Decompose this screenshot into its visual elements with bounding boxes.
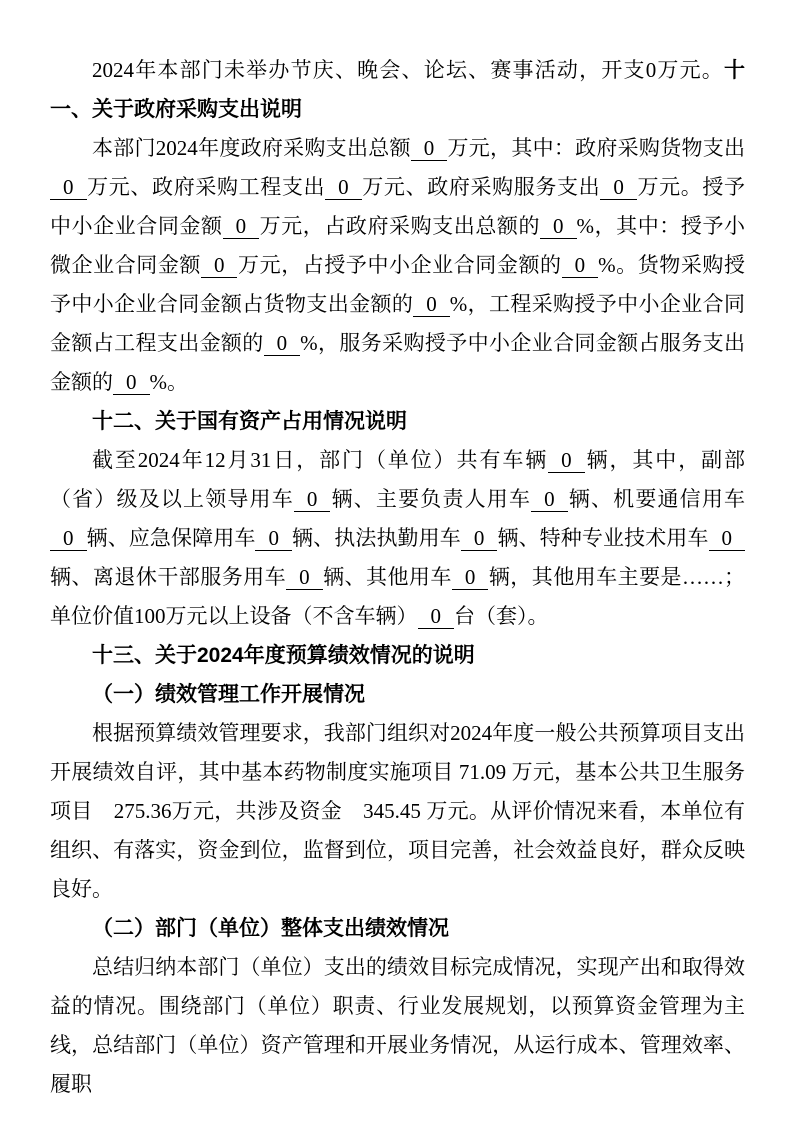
blank-underline-value: 0 (461, 526, 498, 551)
text-segment: %。货物采购授予中小企业合同金额占货物支出金额的 (50, 253, 746, 316)
text-segment: 总结归纳本部门（单位）支出的绩效目标完成情况，实现产出和取得效益的情况。围绕部门（单位）职责、行业发展规划，以预算资金管理为主线，总结部门（单位）资产管理和开展业务情况，从运行成本、管理效率、履职 (50, 955, 745, 1096)
heading-13-2-overall-expenditure-performance (50, 909, 745, 948)
text-segment: 十三、关于2024年度预算绩效情况的说明 (92, 644, 475, 667)
blank-underline-value: 0 (413, 292, 450, 317)
blank-underline-value: 0 (264, 331, 301, 356)
text-segment: 本部门2024年度政府采购支出总额 (92, 136, 411, 160)
text-segment: 辆、离退休干部服务用车 (50, 565, 287, 589)
text-segment: 辆、应急保障用车 (86, 526, 256, 550)
blank-underline-value: 0 (562, 253, 599, 278)
text-segment: 辆、主要负责人用车 (330, 487, 532, 511)
text-segment: 辆，其他用车主要是……；单位价值100万元以上设备（不含车辆） (50, 565, 746, 628)
paragraph-performance-self-evaluation (50, 714, 745, 909)
text-segment: 根据预算绩效管理要求，我部门组织对2024年度一般公共预算项目支出开展绩效自评，其中基本药物制度实施项目 71.09 万元，基本公共卫生服务项目 275.36万元，共涉及资金 345.45 万元。从评价情况来看，本单位有组织、有落实，资金到位，监督到位，项目完善，社会效益良好，群众反映良好。 (50, 721, 745, 901)
text-segment: 2024年本部门未举办节庆、晚会、论坛、赛事活动，开支0万元。 (92, 58, 724, 82)
text-segment: 十二、关于国有资产占用情况说明 (92, 410, 407, 433)
text-segment: （一）绩效管理工作开展情况 (92, 682, 365, 706)
heading-12-state-owned-assets (50, 402, 745, 441)
text-segment: %，工程采购授予中小企业合同金额占工程支出金额的 (50, 292, 745, 355)
blank-underline-value: 0 (50, 526, 87, 551)
blank-underline-value: 0 (113, 370, 150, 395)
blank-underline-value: 0 (411, 136, 448, 161)
paragraph-vehicles-and-equipment (50, 441, 745, 636)
blank-underline-value: 0 (286, 565, 323, 590)
text-segment: 辆、执法执勤用车 (291, 526, 461, 550)
text-segment: 辆，其中，副部（省）级及以上领导用车 (50, 448, 745, 511)
text-segment: %。 (149, 370, 188, 394)
blank-underline-value: 0 (255, 526, 292, 551)
text-segment: 辆、特种专业技术用车 (497, 526, 709, 550)
text-segment: 万元。授予中小企业合同金额 (50, 175, 746, 238)
blank-underline-value: 0 (452, 565, 489, 590)
heading-13-1-performance-management (50, 675, 745, 714)
text-segment: 台（套）。 (454, 604, 549, 628)
blank-underline-value: 0 (709, 526, 746, 551)
text-segment: 万元，其中：政府采购货物支出 (447, 136, 745, 160)
blank-underline-value: 0 (294, 487, 331, 512)
text-segment: 万元，占政府采购支出总额的 (259, 214, 541, 238)
blank-underline-value: 0 (548, 448, 585, 473)
blank-underline-value: 0 (201, 253, 238, 278)
blank-underline-value: 0 (600, 175, 637, 200)
blank-underline-value: 0 (325, 175, 362, 200)
paragraph-government-procurement (50, 129, 745, 402)
paragraph-festival-expense-and-heading-11 (50, 51, 745, 129)
paragraph-overall-performance-summary (50, 948, 745, 1104)
heading-13-budget-performance (50, 636, 745, 675)
text-segment: 辆、机要通信用车 (567, 487, 746, 511)
text-segment: %，其中：授予小微企业合同金额 (50, 214, 746, 277)
blank-underline-value: 0 (50, 175, 87, 200)
text-segment: 万元、政府采购服务支出 (361, 175, 601, 199)
text-segment: 十一、关于政府采购支出说明 (50, 59, 745, 121)
blank-underline-value: 0 (418, 604, 455, 629)
blank-underline-value: 0 (223, 214, 260, 239)
blank-underline-value: 0 (531, 487, 568, 512)
document-body (50, 51, 745, 1104)
text-segment: 辆、其他用车 (322, 565, 452, 589)
text-segment: 万元，占授予中小企业合同金额的 (237, 253, 562, 277)
text-segment: 截至2024年12月31日，部门（单位）共有车辆 (92, 448, 549, 472)
blank-underline-value: 0 (540, 214, 577, 239)
text-segment: 万元、政府采购工程支出 (86, 175, 326, 199)
text-segment: %，服务采购授予中小企业合同金额占服务支出金额的 (50, 331, 745, 394)
text-segment: （二）部门（单位）整体支出绩效情况 (92, 916, 449, 940)
